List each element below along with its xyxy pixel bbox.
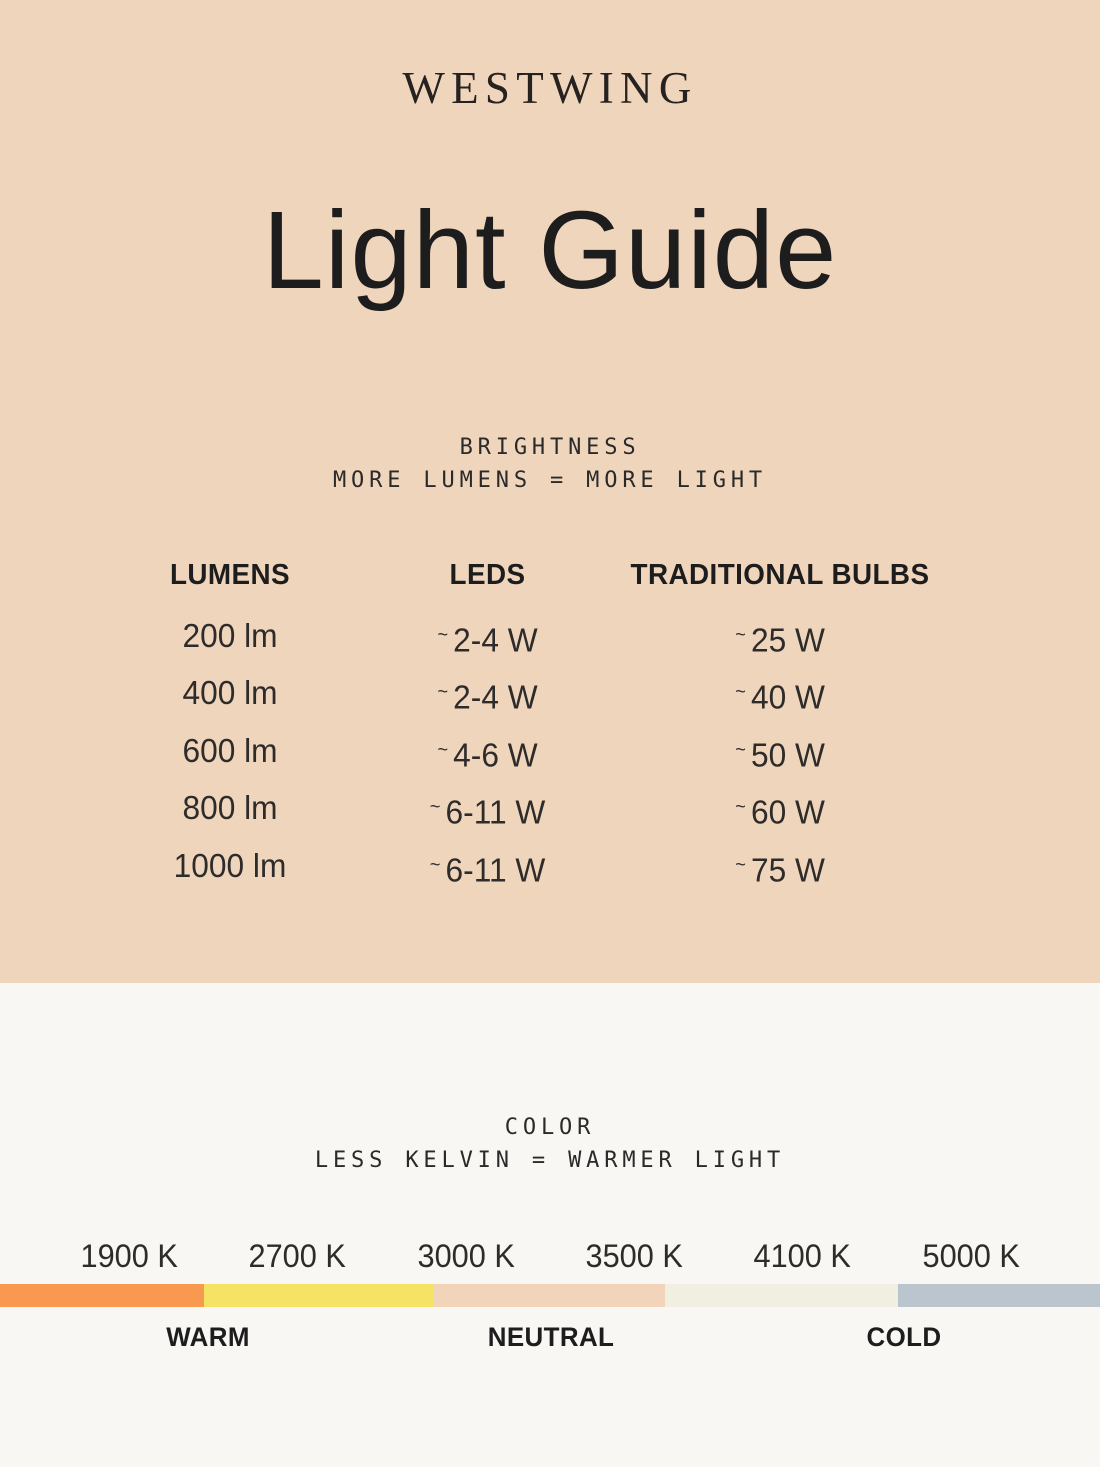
table-header-row — [100, 555, 945, 595]
bulbs-value: ~ 75 W — [735, 851, 825, 889]
color-heading-block — [0, 983, 1100, 1177]
brightness-heading: BRIGHTNESS — [459, 434, 641, 460]
bulbs-value: ~ 60 W — [735, 793, 825, 831]
color-heading: COLOR — [504, 1115, 596, 1140]
brightness-heading-block — [0, 431, 1100, 497]
neutral-label: NEUTRAL — [487, 1322, 615, 1352]
table-row — [100, 724, 945, 782]
lumens-value: 400 lm — [182, 674, 278, 712]
approx-symbol: ~ — [437, 739, 449, 761]
approx-symbol: ~ — [429, 854, 441, 876]
color-subheading: LESS KELVIN = WARMER LIGHT — [314, 1148, 786, 1173]
kelvin-label: 3000 K — [417, 1238, 515, 1274]
scale-segment-neutral-cream — [665, 1284, 897, 1307]
column-header-lumens: LUMENS — [169, 558, 291, 591]
approx-symbol: ~ — [437, 682, 449, 704]
lumens-value: 200 lm — [182, 616, 278, 654]
leds-value: ~ 2-4 W — [437, 678, 538, 716]
table-row — [100, 781, 945, 839]
bulbs-value: ~ 40 W — [735, 678, 825, 716]
lumens-value: 1000 lm — [173, 846, 287, 884]
kelvin-label: 4100 K — [753, 1238, 852, 1274]
column-header-leds: LEDS — [449, 558, 526, 591]
kelvin-label: 3500 K — [585, 1238, 683, 1274]
cold-label: COLD — [866, 1322, 942, 1352]
column-header-traditional-bulbs: TRADITIONAL BULBS — [630, 558, 930, 591]
warm-label: WARM — [166, 1322, 250, 1352]
lumens-value: 600 lm — [182, 731, 278, 769]
bulbs-value: ~ 25 W — [735, 621, 825, 659]
approx-symbol: ~ — [735, 624, 746, 646]
leds-value: ~ 6-11 W — [429, 851, 546, 889]
brand-logo: WESTWING — [402, 63, 698, 113]
leds-value: ~ 6-11 W — [429, 793, 546, 831]
kelvin-label: 2700 K — [248, 1238, 347, 1274]
kelvin-label: 5000 K — [922, 1238, 1020, 1274]
leds-value: ~ 4-6 W — [437, 736, 538, 774]
kelvin-color-scale — [0, 1284, 1100, 1307]
color-section — [0, 983, 1100, 1467]
lumens-value: 800 lm — [182, 789, 278, 827]
temperature-label-row — [0, 1319, 1100, 1359]
leds-value: ~ 2-4 W — [437, 621, 538, 659]
table-row — [100, 609, 945, 667]
kelvin-label: 1900 K — [80, 1238, 178, 1274]
approx-symbol: ~ — [735, 682, 746, 704]
lumens-table — [0, 555, 945, 897]
scale-segment-cold-blue — [898, 1284, 1100, 1307]
scale-segment-neutral-peach — [433, 1284, 665, 1307]
approx-symbol: ~ — [735, 797, 746, 819]
bulbs-value: ~ 50 W — [735, 736, 825, 774]
table-row — [100, 666, 945, 724]
approx-symbol: ~ — [735, 854, 746, 876]
approx-symbol: ~ — [735, 739, 746, 761]
page-title: Light Guide — [262, 189, 838, 312]
approx-symbol: ~ — [437, 624, 449, 646]
approx-symbol: ~ — [429, 797, 441, 819]
kelvin-label-row — [0, 1237, 1100, 1275]
brightness-subheading: MORE LUMENS = MORE LIGHT — [332, 467, 768, 493]
scale-segment-warm-orange — [0, 1284, 204, 1307]
table-row — [100, 839, 945, 897]
scale-segment-warm-yellow — [204, 1284, 434, 1307]
